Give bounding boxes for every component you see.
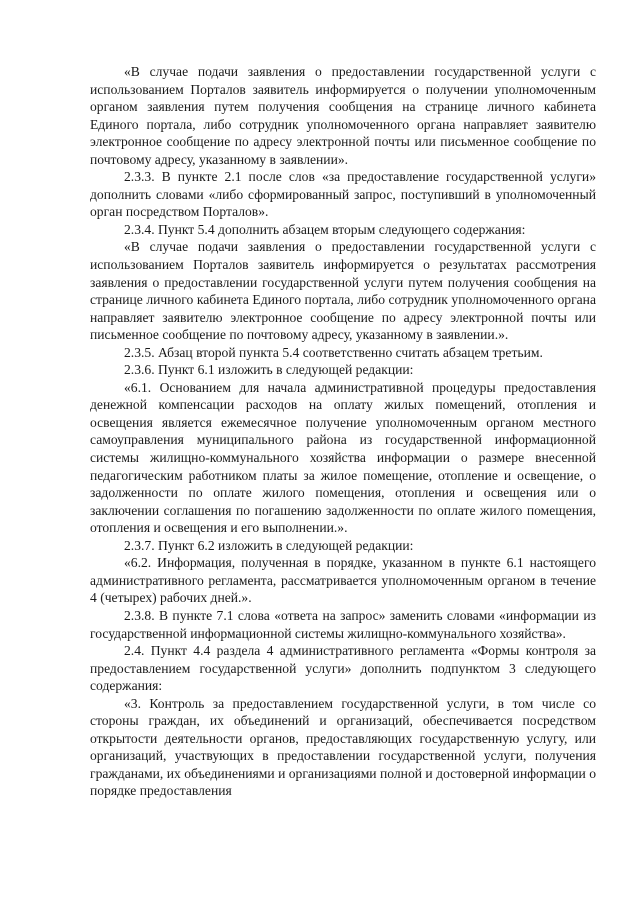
document-body [90, 63, 596, 800]
paragraph-quote-6-2: «6.2. Информация, полученная в порядке, указанном в пункте 6.1 настоящего административного регламента, рассматривается уполномоченным органом в течение 4 (четырех) рабочих дней.». [90, 555, 596, 606]
paragraph-2-3-3: 2.3.3. В пункте 2.1 после слов «за предоставление государственной услуги» дополнить словами «либо сформированный запрос, поступивший в уполномоченный орган посредством Порталов». [90, 169, 596, 220]
paragraph-quote-control-3: «3. Контроль за предоставлением государственной услуги, в том числе со стороны граждан, их объединений и организаций, обеспечивается посредством открытости деятельности органов, предоставляющих государственную услугу, или организаций, участвующих в предоставлении государственной услуги, получения гражданами, их объединениями и организациями полной и достоверной информации о порядке предоставления [90, 695, 596, 799]
paragraph-2-3-5: 2.3.5. Абзац второй пункта 5.4 соответственно считать абзацем третьим. [124, 344, 543, 360]
paragraph-2-3-4: 2.3.4. Пункт 5.4 дополнить абзацем вторым следующего содержания: [124, 221, 526, 237]
paragraph-quote-6-1: «6.1. Основанием для начала административной процедуры предоставления денежной компенсации расходов на оплату жилых помещений, отопления и освещения является ежемесячное получение уполномоченным органом местного самоуправления муниципального района из государственной информационной системы жилищно-коммунального хозяйства информации о размере внесенной педагогическим работником платы за жилое помещение, отопление и освещение, о задолженности по оплате жилого помещения, отопления и освещения или о заключении соглашения по погашению задолженности по оплате жилого помещения, отопления и освещения и его выполнении.». [90, 379, 596, 536]
paragraph-quote-review-result: «В случае подачи заявления о предоставлении государственной услуги с использованием Порталов заявитель информируется о результатах рассмотрения заявления о предоставлении государственной услуги путем получения сообщения на странице личного кабинета Единого портала, либо сотрудник уполномоченного органа направляет заявителю электронное сообщение по адресу электронной почты или письменное сообщение по почтовому адресу, указанному в заявлении.». [90, 239, 596, 343]
paragraph-quote-portal-notification: «В случае подачи заявления о предоставлении государственной услуги с использованием Порталов заявитель информируется о получении уполномоченным органом заявления путем получения сообщения на странице личного кабинета Единого портала, либо сотрудник уполномоченного органа направляет заявителю электронное сообщение по адресу электронной почты или письменное сообщение по почтовому адресу, указанному в заявлении». [90, 64, 596, 167]
paragraph-2-4: 2.4. Пункт 4.4 раздела 4 административного регламента «Формы контроля за предоставлением государственной услуги» дополнить подпунктом 3 следующего содержания: [90, 643, 596, 694]
paragraph-2-3-8: 2.3.8. В пункте 7.1 слова «ответа на запрос» заменить словами «информации из государственной информационной системы жилищно-коммунального хозяйства». [90, 607, 596, 641]
paragraph-2-3-6: 2.3.6. Пункт 6.1 изложить в следующей редакции: [124, 362, 414, 378]
paragraph-2-3-7: 2.3.7. Пункт 6.2 изложить в следующей редакции: [124, 537, 414, 553]
